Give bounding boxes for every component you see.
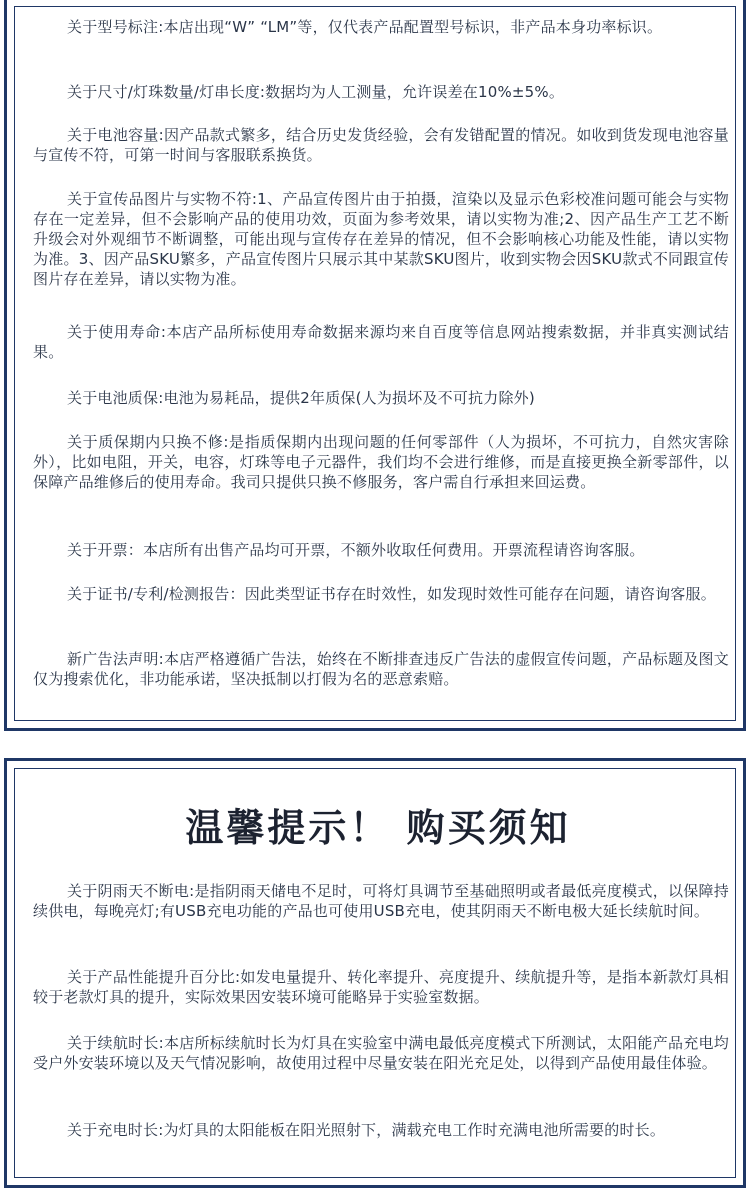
para-invoice: 关于开票：本店所有出售产品均可开票，不额外收取任何费用。开票流程请咨询客服。 — [67, 541, 645, 559]
para-rainy-day: 关于阴雨天不断电:是指阴雨天储电不足时，可将灯具调节至基础照明或者最低亮度模式，以保障持续供电，每晚亮灯;有USB充电功能的产品也可使用USB充电，使其阴雨天不断电极大延长续航时间。 — [33, 882, 729, 920]
notice-panel-top — [4, 0, 746, 731]
para-battery-warranty: 关于电池质保:电池为易耗品，提供2年质保(人为损坏及不可抗力除外) — [67, 389, 535, 407]
para-replace-not-repair: 关于质保期内只换不修:是指质保期内出现问题的任何零部件（人为损坏，不可抗力，自然灾害除外），比如电阻，开关，电容，灯珠等电子元器件，我们均不会进行维修，而是直接更换全新零部件，以保障产品维修后的使用寿命。我司只提供只换不修服务，客户需自行承担来回运费。 — [33, 433, 729, 491]
para-lifespan: 关于使用寿命:本店产品所标使用寿命数据来源均来自百度等信息网站搜索数据，并非真实测试结果。 — [33, 323, 729, 361]
para-ad-law: 新广告法声明:本店严格遵循广告法，始终在不断排查违反广告法的虚假宣传问题，产品标题及图文仅为搜索优化，非功能承诺，坚决抵制以打假为名的恶意索赔。 — [33, 650, 729, 688]
para-image-mismatch: 关于宣传品图片与实物不符:1、产品宣传图片由于拍摄，渲染以及显示色彩校准问题可能会与实物存在一定差异，但不会影响产品的使用功效，页面为参考效果，请以实物为准;2、因产品生产工艺不断升级会对外观细节不断调整，可能出现与宣传存在差异的情况，但不会影响核心功能及性能，请以实物为准。3、因产品SKU繁多，产品宣传图片只展示其中某款SKU图片，收到实物会因SKU款式不同跟宣传图片存在差异，请以实物为准。 — [33, 190, 729, 288]
notice-panel-bottom — [4, 758, 746, 1188]
para-size-measure: 关于尺寸/灯珠数量/灯串长度:数据均为人工测量，允许误差在10%±5%。 — [67, 83, 565, 101]
para-performance: 关于产品性能提升百分比:如发电量提升、转化率提升、亮度提升、续航提升等，是指本新款灯具相较于老款灯具的提升，实际效果因安装环境可能略异于实验室数据。 — [33, 968, 729, 1006]
panel-inner-border — [14, 6, 736, 721]
page-title: 温馨提示！ 购买须知 — [185, 806, 571, 850]
para-model-label: 关于型号标注:本店出现“W” “LM”等，仅代表产品配置型号标识，非产品本身功率标识。 — [67, 18, 663, 36]
para-endurance: 关于续航时长:本店所标续航时长为灯具在实验室中满电最低亮度模式下所测试，太阳能产品充电均受户外安装环境以及天气情况影响，故使用过程中尽量安装在阳光充足处，以得到产品使用最佳体验。 — [33, 1034, 729, 1072]
para-battery-capacity: 关于电池容量:因产品款式繁多，结合历史发货经验，会有发错配置的情况。如收到货发现电池容量与宣传不符，可第一时间与客服联系换货。 — [33, 126, 729, 164]
para-charge-time: 关于充电时长:为灯具的太阳能板在阳光照射下，满载充电工作时充满电池所需要的时长。 — [67, 1121, 666, 1139]
para-certificates: 关于证书/专利/检测报告：因此类型证书存在时效性，如发现时效性可能存在问题，请咨询客服。 — [67, 585, 716, 603]
